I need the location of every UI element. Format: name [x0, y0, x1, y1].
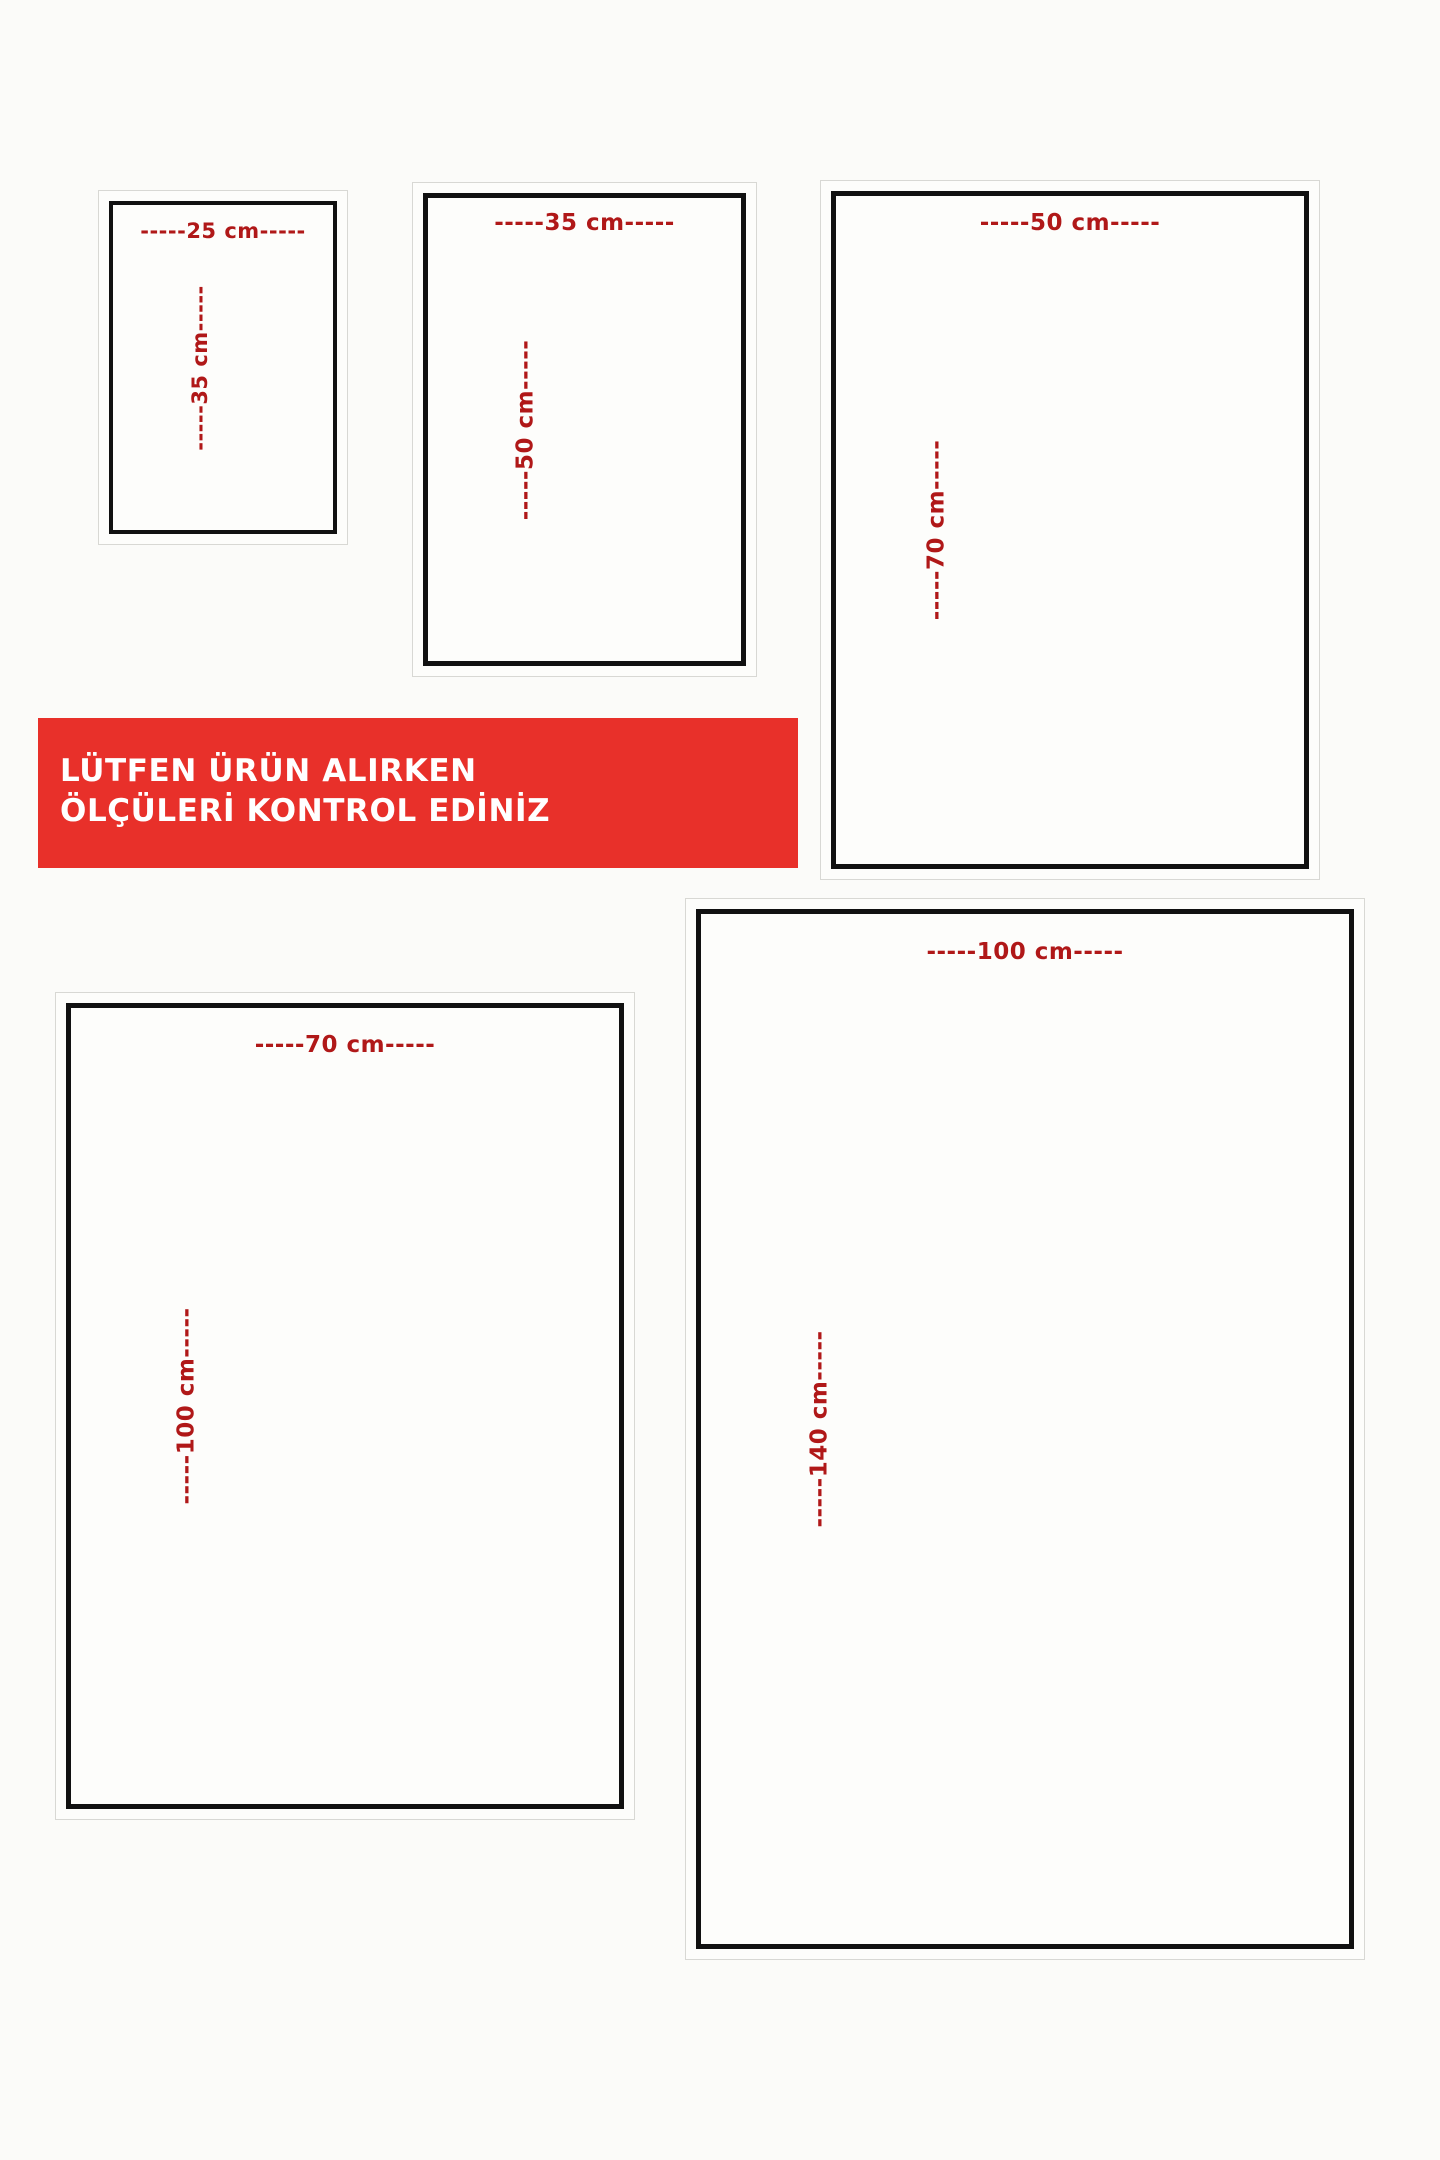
frame-50x70 — [820, 180, 1320, 880]
frame-35x50 — [412, 182, 757, 677]
frame-25x35-height-label: -----35 cm----- — [187, 284, 212, 451]
frame-35x50-inner-border — [423, 193, 746, 666]
frame-50x70-width-label: -----50 cm----- — [979, 210, 1161, 236]
banner-line-1: LÜTFEN ÜRÜN ALIRKEN — [60, 753, 477, 790]
frame-100x140-width-label: -----100 cm----- — [926, 939, 1124, 965]
frame-25x35 — [98, 190, 348, 545]
frame-70x100-inner-border — [66, 1003, 624, 1809]
frame-70x100-width-label: -----70 cm----- — [254, 1032, 436, 1058]
frame-50x70-height-label: -----70 cm----- — [923, 439, 950, 621]
frame-100x140-height-label: -----140 cm----- — [806, 1330, 833, 1528]
frame-25x35-width-label: -----25 cm----- — [140, 219, 306, 243]
frame-50x70-inner-border — [831, 191, 1309, 869]
frame-70x100 — [55, 992, 635, 1820]
frame-35x50-width-label: -----35 cm----- — [494, 210, 675, 236]
frame-100x140 — [685, 898, 1365, 1960]
frame-35x50-height-label: -----50 cm----- — [512, 339, 539, 520]
size-warning-banner — [38, 718, 798, 868]
frame-25x35-inner-border — [109, 201, 337, 534]
frame-70x100-height-label: -----100 cm----- — [173, 1307, 200, 1505]
banner-line-2: ÖLÇÜLERİ KONTROL EDİNİZ — [60, 793, 551, 829]
frame-100x140-inner-border — [696, 909, 1354, 1949]
